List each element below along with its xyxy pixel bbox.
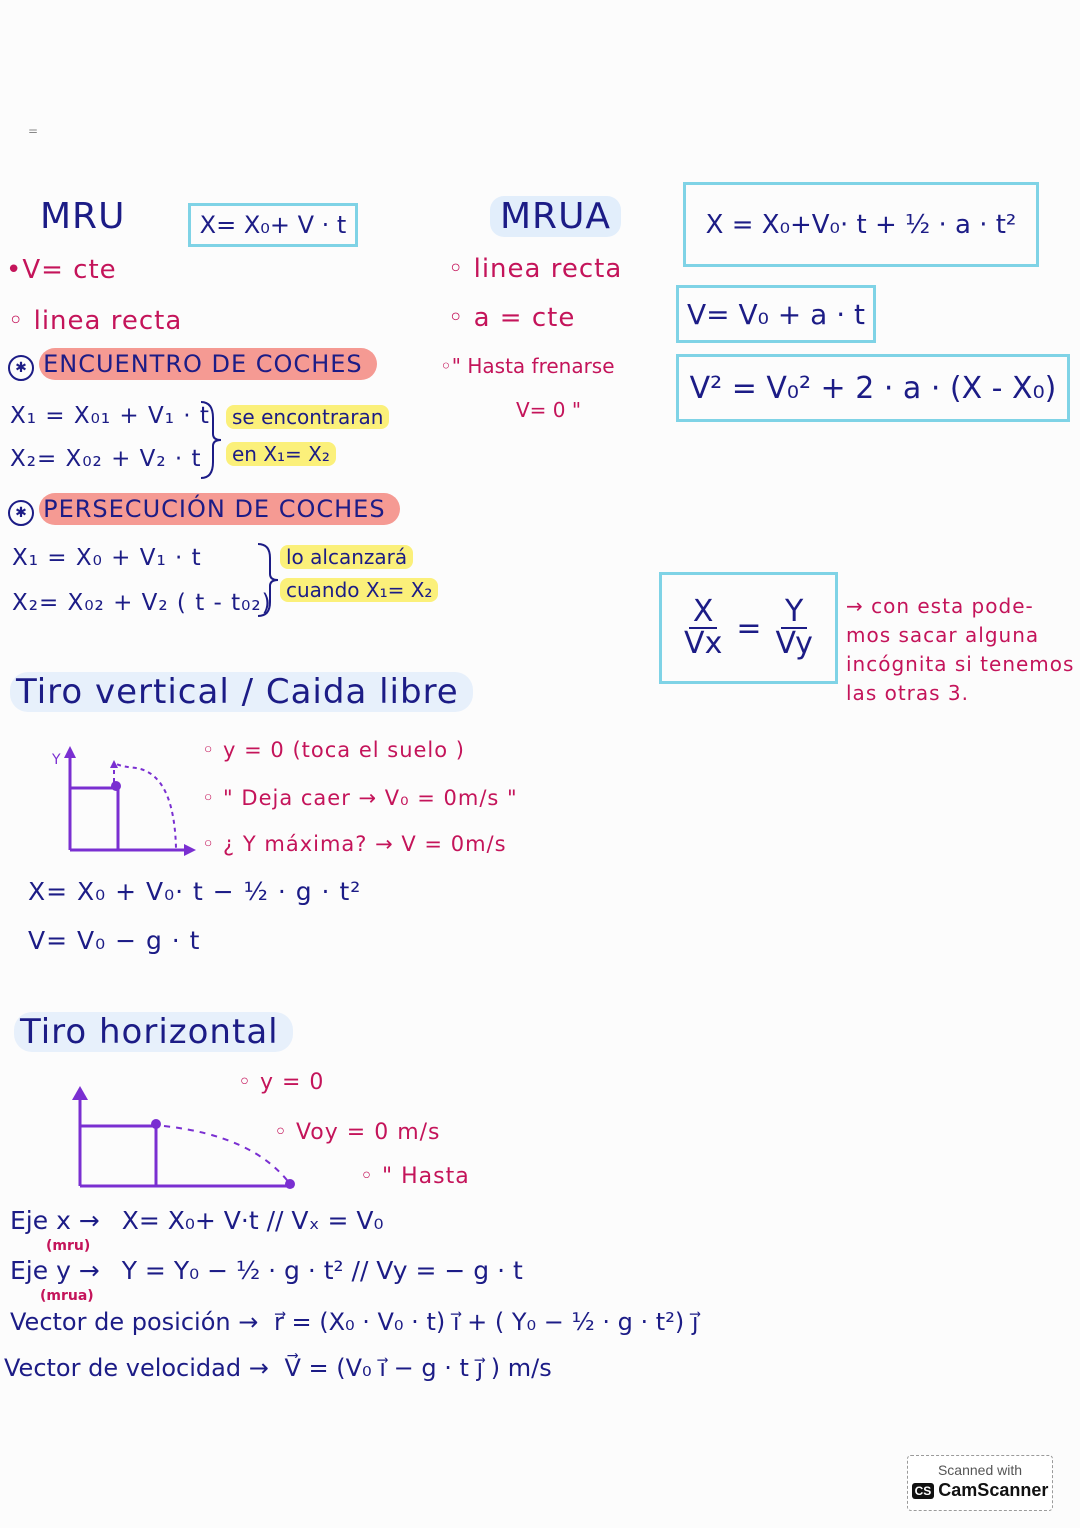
ratio-note-line: → con esta pode- [846, 594, 1034, 618]
persecucion-title: PERSECUCIÓN DE COCHES [39, 493, 399, 525]
mrua-formula3-box [676, 354, 1070, 422]
velocity-vector-label: Vector de velocidad → [4, 1354, 269, 1382]
encuentro-title: ENCUENTRO DE COCHES [39, 348, 377, 380]
ratio-note-line: incógnita si tenemos [846, 652, 1075, 676]
equals-sign: = [736, 610, 762, 646]
ratio-note [846, 592, 1074, 708]
ratio-note-line: mos sacar alguna [846, 623, 1040, 647]
velocity-vector-eq: V⃗ = (V₀ i⃗ − g · t j⃗ ) m/s [284, 1354, 552, 1382]
watermark-brand-text: CamScanner [938, 1480, 1049, 1500]
position-vector-label: Vector de posición → [10, 1308, 259, 1336]
encuentro-note-2: en X₁= X₂ [226, 442, 336, 466]
mrua-arrow-note: V= 0 " [516, 398, 582, 422]
vertical-bullet-2: ◦ " Deja caer → V₀ = 0m/s " [202, 786, 518, 810]
watermark-top-text: Scanned with [937, 1462, 1023, 1478]
mrua-formula3: V² = V₀² + 2 · a · (X - X₀) [689, 370, 1057, 406]
mrua-formula1-box [683, 182, 1039, 267]
eje-y-label: Eje y → [10, 1256, 100, 1285]
mrua-bullet-3: ◦" Hasta frenarse [440, 354, 615, 378]
mrua-title: MRUA [490, 196, 621, 237]
eje-y-eq: Y = Y₀ − ½ · g · t² // Vy = − g · t [121, 1256, 523, 1285]
encuentro-eq1: X₁ = X₀₁ + V₁ · t [10, 403, 210, 429]
eje-x-row [10, 1206, 384, 1235]
mru-formula-box [188, 203, 358, 247]
ratio-x-fraction: $\frac{X}{Vx}$ [684, 594, 723, 661]
encuentro-eq2: X₂= X₀₂ + V₂ · t [10, 446, 202, 472]
mru-title: MRU [40, 196, 126, 237]
eje-y-row [10, 1256, 523, 1285]
vertical-bullet-3: ◦ ¿ Y máxima? → V = 0m/s [202, 832, 507, 856]
eje-x-sub: (mru) [46, 1238, 91, 1254]
vertical-eq1: X= X₀ + V₀· t − ½ · g · t² [28, 877, 362, 906]
ratio-y-fraction: $\frac{Y}{Vy}$ [775, 594, 813, 661]
persecucion-note-1: lo alcanzará [280, 545, 413, 569]
camscanner-watermark [907, 1455, 1053, 1511]
eje-y-sub: (mrua) [40, 1288, 94, 1304]
mrua-bullet-2: ◦ a = cte [448, 303, 576, 333]
vertical-title: Tiro vertical / Caida libre [10, 672, 473, 712]
persecucion-eq2: X₂= X₀₂ + V₂ ( t - t₀₂) [12, 590, 272, 616]
asterisk-icon: ✱ [8, 355, 34, 381]
brace-icon [252, 540, 282, 620]
position-vector-eq: r⃗ = (X₀ · V₀ · t) i⃗ + ( Y₀ − ½ · g · t²) j⃗ [273, 1308, 699, 1336]
brace-icon [195, 398, 225, 482]
mrua-formula1: X = X₀+V₀· t + ½ · a · t² [705, 209, 1017, 240]
mrua-formula2-box [676, 285, 876, 343]
vertical-diagram [50, 740, 200, 862]
eje-x-eq: X= X₀+ V·t // Vₓ = V₀ [121, 1206, 384, 1235]
persecucion-eq1: X₁ = X₀ + V₁ · t [12, 545, 202, 571]
horizontal-title: Tiro horizontal [14, 1012, 293, 1052]
scan-mark: = [28, 124, 39, 138]
mrua-bullet-1: ◦ linea recta [448, 254, 623, 284]
watermark-brand [908, 1480, 1052, 1501]
vertical-eq2: V= V₀ − g · t [28, 926, 201, 955]
asterisk-icon: ✱ [8, 500, 34, 526]
ratio-note-line: las otras 3. [846, 681, 970, 705]
mru-bullet-1: •V= cte [6, 255, 117, 285]
persecucion-heading [8, 495, 400, 526]
persecucion-note-2: cuando X₁= X₂ [280, 578, 438, 602]
eje-x-label: Eje x → [10, 1206, 100, 1235]
encuentro-note-1: se encontraran [226, 405, 389, 429]
camscanner-logo-icon: CS [912, 1483, 935, 1499]
mru-bullet-2: ◦ linea recta [8, 306, 183, 336]
mru-formula: X= X₀+ V · t [199, 211, 347, 239]
horizontal-bullet-1: ◦ y = 0 [238, 1070, 325, 1095]
ratio-formula-box [659, 572, 838, 684]
velocity-vector-row [4, 1354, 552, 1382]
position-vector-row [10, 1308, 698, 1336]
axis-y-label: Y [52, 752, 61, 768]
encuentro-heading [8, 350, 377, 381]
vertical-bullet-1: ◦ y = 0 (toca el suelo ) [202, 738, 465, 762]
horizontal-bullet-2: ◦ Voy = 0 m/s [274, 1120, 441, 1145]
horizontal-bullet-3: ◦ " Hasta [360, 1164, 470, 1189]
mrua-formula2: V= V₀ + a · t [687, 297, 865, 331]
